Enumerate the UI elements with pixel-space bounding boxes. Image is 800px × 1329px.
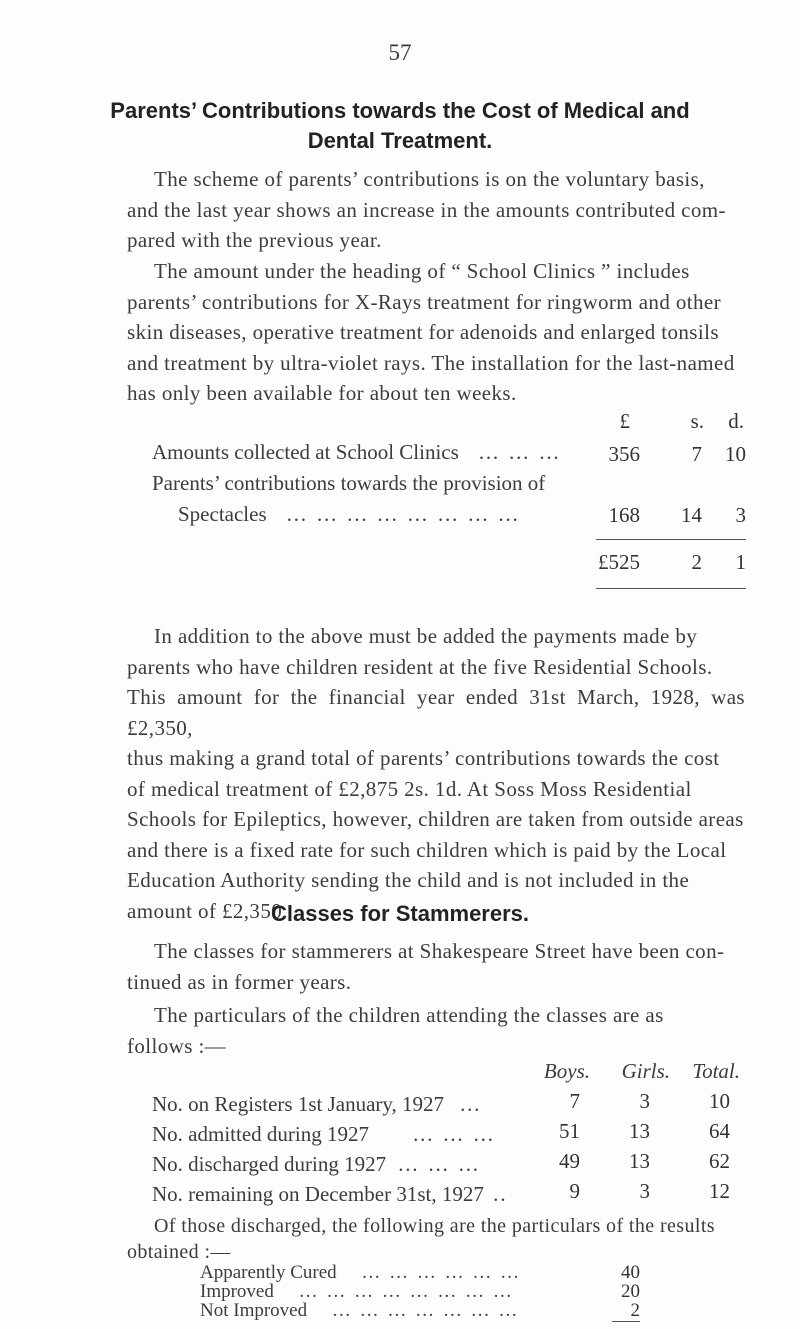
paragraph-particulars — [127, 1000, 745, 1061]
text-line: Schools for Epileptics, however, children are taken from outside areas — [127, 807, 744, 831]
text-line: has only been available for about ten weeks. — [127, 381, 517, 405]
text-line: Education Authority sending the child and is not included in the — [127, 868, 690, 892]
text-line: of medical treatment of £2,875 2s. 1d. At Soss Moss Residential — [127, 776, 692, 801]
paragraph-residential-schools — [127, 621, 745, 926]
table-row — [152, 437, 562, 467]
column-header-total: Total. — [692, 1059, 740, 1083]
leader-dots: … … … — [412, 1122, 496, 1146]
table-row — [152, 1149, 481, 1179]
cell-total: 62 — [709, 1149, 730, 1173]
row-label-continued: Spectacles — [178, 502, 267, 526]
heading-line-1: Parents’ Contributions towards the Cost of Medical and — [110, 98, 690, 123]
row-label: No. remaining on December 31st, 1927 — [152, 1182, 484, 1206]
total-rule — [596, 588, 746, 589]
text-line: and there is a fixed rate for such children which is paid by the Local — [127, 837, 727, 862]
section-heading-contributions — [0, 96, 800, 156]
leader-dots: … … … … … … … — [331, 1300, 520, 1321]
leader-dots: … … … — [397, 1152, 481, 1176]
total-pence: 1 — [735, 550, 746, 574]
row-label: Amounts collected at School Clinics — [152, 440, 459, 464]
sum-rule — [596, 539, 746, 540]
table-row — [152, 1089, 482, 1119]
cell-girls: 13 — [629, 1119, 650, 1143]
cell-value: 20 — [621, 1281, 640, 1302]
cell-pence: 10 — [725, 442, 746, 466]
table-row — [200, 1283, 514, 1301]
cell-value: 2 — [630, 1300, 640, 1321]
text-line: and the last year shows an increase in the amounts contributed com- — [127, 197, 726, 222]
cell-boys: 9 — [569, 1179, 580, 1203]
leader-dots: … … … … … … — [361, 1262, 522, 1283]
row-label: No. admitted during 1927 — [152, 1122, 369, 1146]
text-line: and treatment by ultra-violet rays. The installation for the last-named — [127, 350, 735, 375]
table-row — [152, 1119, 496, 1149]
table-row — [152, 468, 545, 498]
cell-girls: 13 — [629, 1149, 650, 1173]
cell-girls: 3 — [639, 1089, 650, 1113]
total-shillings: 2 — [691, 550, 702, 574]
sum-rule — [612, 1321, 640, 1322]
paragraph-results — [127, 1213, 745, 1265]
cell-value: 40 — [621, 1262, 640, 1283]
table-row — [200, 1302, 519, 1320]
cell-pounds: 168 — [608, 503, 640, 527]
cell-total: 64 — [709, 1119, 730, 1143]
text-line: parents who have children resident at the five Residential Schools. — [127, 654, 713, 679]
text-line: follows :— — [127, 1033, 227, 1058]
header-shillings: s. — [690, 409, 704, 433]
text-line: The particulars of the children attending the classes are as — [154, 1003, 664, 1027]
text-line: thus making a grand total of parents’ contributions towards the cost — [127, 746, 720, 770]
row-label: Not Improved — [200, 1300, 308, 1321]
cell-pounds: 356 — [608, 442, 640, 466]
table-row — [200, 1264, 521, 1282]
text-line: The classes for stammerers at Shakespeare Street have been con- — [154, 939, 725, 963]
paragraph-school-clinics — [127, 256, 745, 409]
header-pounds: £ — [619, 409, 630, 433]
table-row — [152, 1179, 508, 1209]
text-line: tinued as in former years. — [127, 969, 352, 994]
cell-boys: 7 — [569, 1089, 580, 1113]
cell-boys: 51 — [559, 1119, 580, 1143]
cell-shillings: 14 — [681, 503, 702, 527]
text-line: In addition to the above must be added the payments made by — [154, 624, 698, 648]
leader-dots — [230, 1306, 239, 1307]
total-pounds: £525 — [598, 550, 640, 574]
column-header-boys: Boys. — [543, 1059, 590, 1083]
column-header-girls: Girls. — [621, 1059, 670, 1083]
cell-boys: 49 — [559, 1149, 580, 1173]
row-label: Improved — [200, 1281, 274, 1302]
row-label: Parents’ contributions towards the provision of — [152, 471, 546, 495]
row-label: Apparently Cured — [200, 1262, 337, 1283]
paragraph-voluntary-basis — [127, 164, 745, 256]
leader-dots: .. — [493, 1182, 508, 1206]
page-number: 57 — [388, 40, 412, 65]
leader-dots: … — [459, 1092, 483, 1116]
total-label — [222, 1306, 230, 1307]
text-line: skin diseases, operative treatment for adenoids and enlarged tonsils — [127, 320, 719, 344]
leader-dots: … … … … … … … … — [298, 1281, 514, 1302]
cell-total: 12 — [709, 1179, 730, 1203]
cell-pence: 3 — [735, 503, 746, 527]
total-value — [239, 1306, 240, 1307]
text-line: pared with the previous year. — [127, 228, 382, 252]
text-line: parents’ contributions for X-Rays treatment for ringworm and other — [127, 289, 722, 314]
text-line: amount of £2,350. — [127, 898, 288, 923]
cell-girls: 3 — [639, 1179, 650, 1203]
leader-dots: … … … … … … … … — [285, 502, 521, 526]
leader-dots: … … … — [478, 440, 562, 464]
row-label: No. discharged during 1927 — [152, 1152, 387, 1176]
text-line: This amount for the financial year ended 31st March, 1928, was £2,350, — [127, 685, 745, 740]
heading-line-2: Dental Treatment. — [307, 128, 493, 153]
text-line: The amount under the heading of “ School Clinics ” includes — [154, 259, 690, 283]
paragraph-classes-continued — [127, 936, 745, 997]
text-line: The scheme of parents’ contributions is on the voluntary basis, — [154, 167, 705, 191]
header-pence: d. — [728, 409, 744, 433]
table-row-continued — [178, 499, 521, 529]
cell-shillings: 7 — [691, 442, 702, 466]
row-label: No. on Registers 1st January, 1927 — [152, 1092, 445, 1116]
text-line: Of those discharged, the following are the particulars of the results — [154, 1215, 715, 1237]
cell-total: 10 — [709, 1089, 730, 1113]
text-line: obtained :— — [127, 1241, 231, 1263]
section-heading-stammerers: Classes for Stammerers. — [270, 901, 530, 926]
